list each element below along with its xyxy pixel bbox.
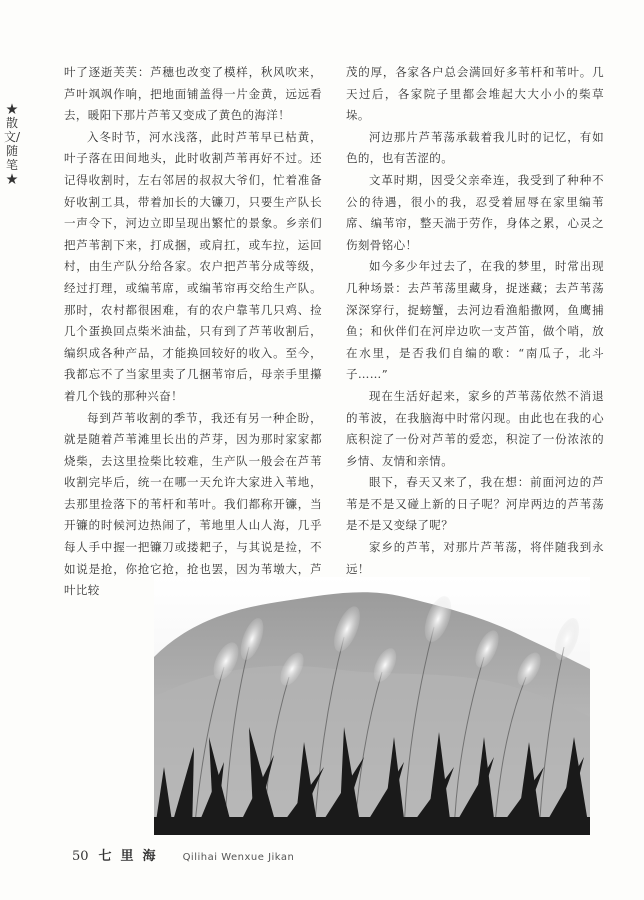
left-paragraph-2: 入冬时节，河水浅落，此时芦苇早已枯黄，叶子落在田间地头，此时收割芦苇再好不过。还记得收割时，左右邻居的叔叔大爷们，忙着准备好收割工具，带着加长的大镰刀，只要生产队长一声令下，河边立即呈现出繁忙的景象。乡亲们把芦苇割下来，打成捆，或肩扛，或车拉，运回村，由生产队分给各家。农户把芦苇分成等级，经过打理，或编苇席，或编苇帘再交给生产队。那时，农村都很困难，有的农户靠苇几只鸡、捡几个蛋换回点柴米油盐，只有到了芦苇收割后，编织成各种产品，才能换回较好的收入。至今，我都忘不了当家里卖了几捆苇帘后，母亲手里攥着几个钱的那种兴奋！ — [64, 129, 322, 403]
left-paragraph-1: 叶了逐逝芙芙：芦穗也改变了模样，秋风吹来，芦叶飒飒作响，把地面铺盖得一片金黄，远远看去，暖阳下那片芦苇又变成了黄色的海洋！ — [64, 65, 322, 123]
right-paragraph-2: 河边那片芦苇荡承载着我儿时的记忆，有如色的，也有苦涩的。 — [346, 129, 604, 166]
magazine-name: 七里海 — [98, 849, 165, 864]
right-paragraph-5: 现在生活好起来，家乡的芦苇荡依然不消退的苇波，在我脑海中时常闪现。由此也在我的心底积淀了一份对芦苇的爱恋，积淀了一份浓浓的乡情、友情和亲情。 — [346, 388, 604, 468]
page-footer — [72, 845, 294, 863]
left-paragraph-3: 每到芦苇收割的季节，我还有另一种企盼，就是随着芦苇滩里长出的芦芽，因为那时家家都烧柴，去这里捡柴比较难，生产队一般会在芦苇收割完毕后，统一在哪一天允许大家进入苇地，去那里捡落下的苇杆和苇叶。我们都称开镰，当开镰的时候河边热闹了，苇地里人山人海，几乎每人手中握一把镰刀或搂耙子，与其说是捡，不如说是抢，你抢它抢，抢也罢，因为苇墩大，芦叶比较 — [64, 410, 322, 598]
left-text-column — [64, 62, 322, 602]
magazine-pinyin: Qilihai Wenxue Jikan — [182, 852, 295, 863]
reed-photo-icon — [154, 577, 590, 835]
reed-photo — [154, 577, 590, 835]
right-paragraph-3: 文革时期，因受父亲牵连，我受到了种种不公的待遇，很小的我，忍受着屈辱在家里编苇席、编苇帘，整天湍于劳作，身体之累，心灵之伤刻骨铭心！ — [346, 172, 604, 252]
right-paragraph-1: 茂的厚，各家各户总会满回好多苇杆和苇叶。几天过后，各家院子里都会堆起大大小小的柴草垛。 — [346, 65, 604, 123]
right-paragraph-6: 眼下，春天又来了，我在想：前面河边的芦苇是不是又碰上新的日子呢？河岸两边的芦苇荡是不是又变绿了呢？ — [346, 475, 604, 533]
right-text-column — [346, 62, 604, 580]
page-number: 50 — [72, 849, 89, 864]
right-paragraph-7: 家乡的芦苇，对那片芦苇荡，将伴随我到永远！ — [346, 540, 604, 576]
section-side-label: ★散文/随笔★ — [4, 102, 21, 186]
right-paragraph-4: 如今多少年过去了，在我的梦里，时常出现几种场景：去芦苇荡里藏身，捉迷藏；去芦苇荡深深穿行，捉螃蟹，去河边看渔船撒网，鱼鹰捕鱼；和伙伴们在河岸边吹一支芦笛，做个哨，放在水里，是否我们自编的歌：“南瓜子，北斗子……” — [346, 259, 604, 382]
